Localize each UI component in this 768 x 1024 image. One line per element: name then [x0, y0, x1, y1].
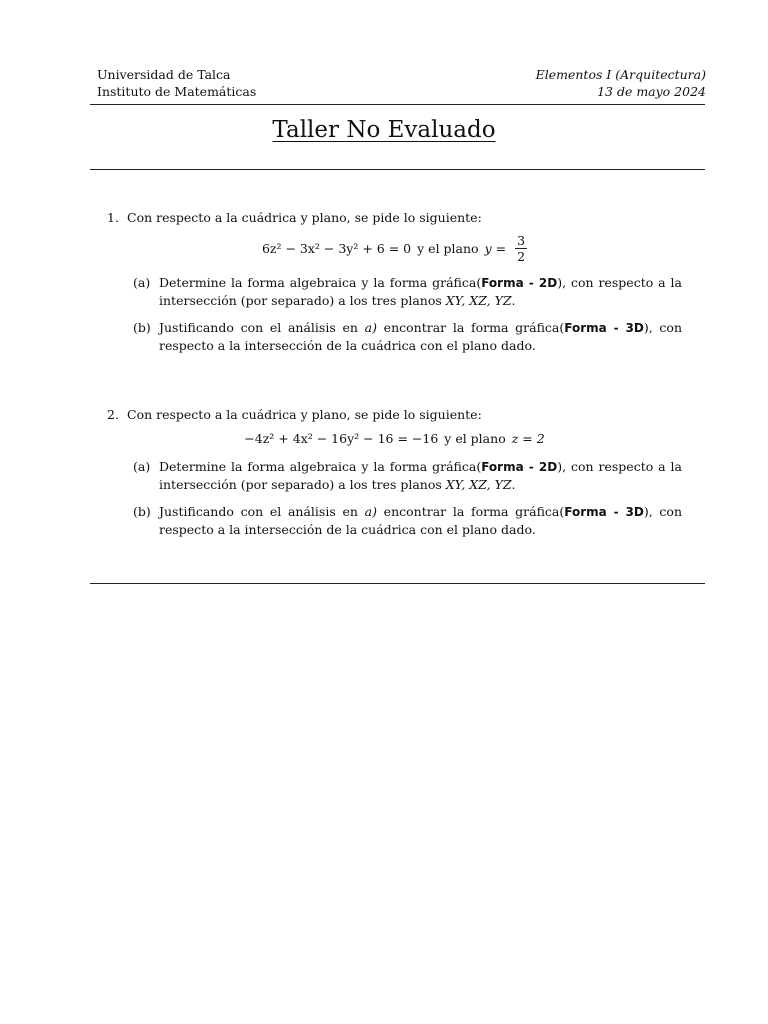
header-divider: [90, 104, 705, 105]
document-date: 13 de mayo 2024: [597, 84, 706, 99]
plane-connector: y el plano: [417, 240, 479, 256]
bold-term: Forma - 3D: [564, 321, 644, 335]
course-name: Elementos I (Arquitectura): [535, 67, 706, 82]
planes-list: XY, XZ, YZ: [445, 477, 512, 492]
problem-intro: Con respecto a la cuádrica y plano, se pide lo siguiente:: [127, 407, 482, 422]
fraction-numerator: 3: [517, 233, 526, 248]
plane-fraction: [515, 233, 527, 264]
bold-term: Forma - 2D: [481, 460, 558, 474]
item-text: Justificando con el análisis en a) encontrar la forma gráfica(Forma - 3D), con respecto a la intersección de la cuádrica con el plano dado.: [159, 504, 682, 537]
item-label: (b): [133, 504, 151, 519]
problem-number: 2.: [107, 407, 119, 422]
item-reference: a): [364, 320, 377, 335]
quadric-equation: 6z² − 3x² − 3y² + 6 = 0: [261, 240, 412, 256]
plane-lhs: y =: [484, 240, 507, 256]
footer-divider: [90, 583, 705, 584]
sub-item-b: [133, 319, 682, 354]
planes-list: XY, XZ, YZ: [445, 293, 512, 308]
item-text: Determine la forma algebraica y la forma gráfica(Forma - 2D), con respecto a la intersección (por separado) a los tres planos XY, XZ, YZ.: [159, 459, 682, 492]
sub-item-a: [133, 274, 682, 309]
item-label: (a): [133, 275, 151, 290]
item-label: (a): [133, 459, 151, 474]
header-right: [536, 66, 706, 100]
sub-item-a: [133, 458, 682, 493]
plane-connector: y el plano: [444, 431, 506, 446]
fraction-denominator: 2: [517, 249, 526, 264]
item-label: (b): [133, 320, 151, 335]
problem-1: [107, 209, 682, 354]
plane-value: z = 2: [511, 431, 545, 446]
university-name: Universidad de Talca: [97, 67, 231, 82]
problem-number: 1.: [107, 210, 119, 225]
page-title: Taller No Evaluado: [272, 117, 496, 143]
sub-item-b: [133, 503, 682, 538]
item-text: Determine la forma algebraica y la forma gráfica(Forma - 2D), con respecto a la intersección (por separado) a los tres planos XY, XZ, YZ.: [159, 275, 682, 308]
institute-name: Instituto de Matemáticas: [97, 84, 257, 99]
item-reference: a): [364, 504, 377, 519]
problem-2: [107, 406, 682, 538]
bold-term: Forma - 2D: [481, 276, 558, 290]
item-text: Justificando con el análisis en a) encontrar la forma gráfica(Forma - 3D), con respecto a la intersección de la cuádrica con el plano dado.: [159, 320, 682, 353]
problem-equation: [107, 430, 682, 448]
header-left: [97, 66, 256, 100]
title-divider: [90, 169, 705, 170]
bold-term: Forma - 3D: [564, 505, 644, 519]
problem-equation: [107, 233, 682, 264]
problem-intro: Con respecto a la cuádrica y plano, se pide lo siguiente:: [127, 210, 482, 225]
quadric-equation: −4z² + 4x² − 16y² − 16 = −16: [244, 431, 439, 446]
